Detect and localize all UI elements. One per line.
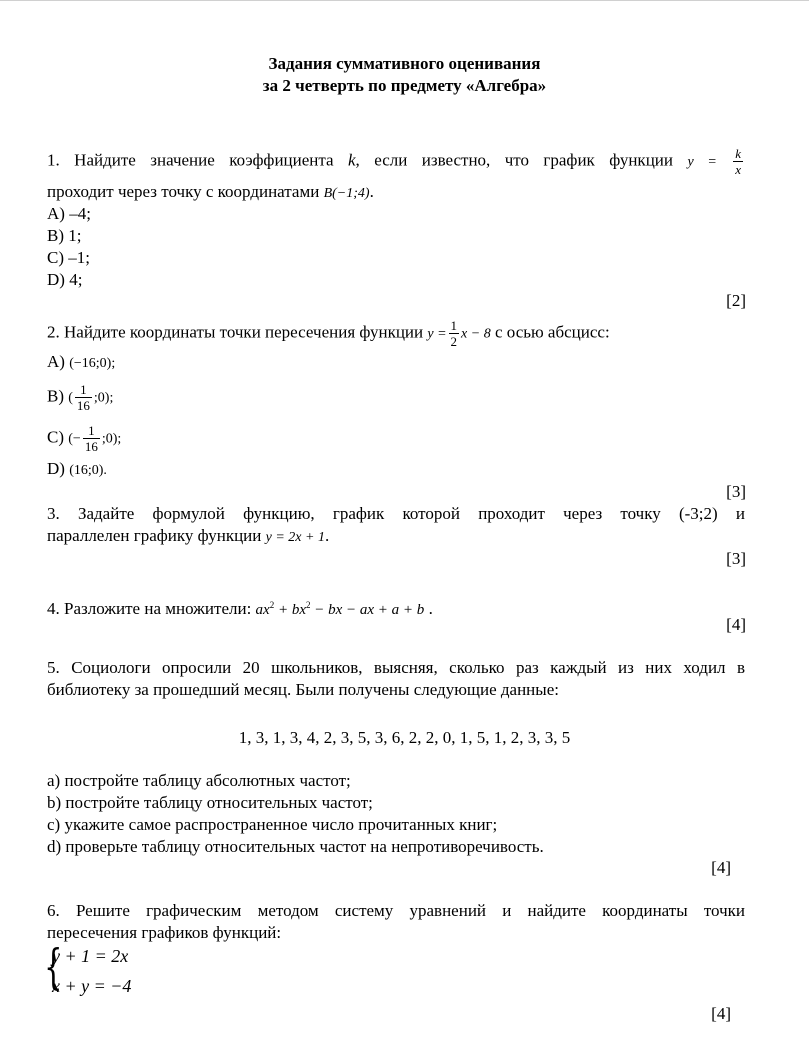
task-3-score: [3] <box>726 549 746 568</box>
task-5-item-b: b) постройте таблицу относительных частот; <box>47 793 373 812</box>
task-1-text: 1. Найдите значение коэффициента k, если известно, что график функции y = $\frac{k}{x}$ <box>47 146 742 177</box>
system-brace: { <box>44 939 63 995</box>
task-1-option-b: B) 1; <box>47 226 82 245</box>
task-2-option-c: C) (− $\frac{1}{16}$ ;0); <box>47 423 122 454</box>
task-1-score: [2] <box>726 291 746 310</box>
task-1-text-continued: проходит через точку с координатами B(−1;4). <box>47 182 374 201</box>
document-title-line-1: Задания суммативного оценивания <box>268 54 541 73</box>
task-1-option-c: C) –1; <box>47 248 90 267</box>
task-5-score: [4] <box>711 858 731 877</box>
task-2-option-a: A) (−16;0); <box>47 352 116 371</box>
task-5-item-d: d) проверьте таблицу относительных частот на непротиворечивость. <box>47 837 544 856</box>
task-3-text: 3. Задайте формулой функцию, график которой проходит через точку (-3;2) и <box>47 504 745 523</box>
page-top-border <box>0 0 809 1</box>
fraction-one-half: $\frac{1}{2}$ <box>450 318 458 349</box>
task-2-option-b: B) ( $\frac{1}{16}$ ;0); <box>47 382 114 413</box>
task-4-score: [4] <box>726 615 746 634</box>
task-5-text: 5. Социологи опросили 20 школьников, выясняя, сколько раз каждый из них ходил в <box>47 658 745 677</box>
fraction-one-sixteenth-negative: $\frac{1}{16}$ <box>84 423 98 454</box>
task-5-item-c: c) укажите самое распространенное число прочитанных книг; <box>47 815 498 834</box>
task-6-text: 6. Решите графическим методом систему уравнений и найдите координаты точки <box>47 901 745 920</box>
task-5-item-a: a) постройте таблицу абсолютных частот; <box>47 771 351 790</box>
fraction-one-sixteenth: $\frac{1}{16}$ <box>76 382 90 413</box>
document-title-line-2: за 2 четверть по предмету «Алгебра» <box>262 76 547 95</box>
task-1-option-a: A) –4; <box>47 204 91 223</box>
task-2-text: 2. Найдите координаты точки пересечения функции y = $\frac{1}{2}$ x − 8 с осью абсцисс: <box>47 318 610 349</box>
task-5-text-continued: библиотеку за прошедший месяц. Были получены следующие данные: <box>47 680 559 699</box>
fraction-k-over-x: $\frac{k}{x}$ <box>735 146 742 177</box>
task-1-option-d: D) 4; <box>47 270 83 289</box>
task-4-text: 4. Разложите на множители: $ax^2 + bx^2$ − bx − ax + a + b . <box>47 599 433 618</box>
task-3-text-continued: параллелен графику функции y = 2x + 1. <box>47 526 330 545</box>
system-equation-2: x + y = −4 <box>52 976 132 996</box>
system-equation-1: y + 1 = 2x <box>52 946 129 966</box>
task-2-score: [3] <box>726 482 746 501</box>
task-6-score: [4] <box>711 1004 731 1023</box>
task-6-text-continued: пересечения графиков функций: <box>47 923 282 942</box>
task-5-data-list: 1, 3, 1, 3, 4, 2, 3, 5, 3, 6, 2, 2, 0, 1, 5, 1, 2, 3, 3, 5 <box>238 728 571 747</box>
task-2-option-d: D) (16;0). <box>47 459 107 478</box>
